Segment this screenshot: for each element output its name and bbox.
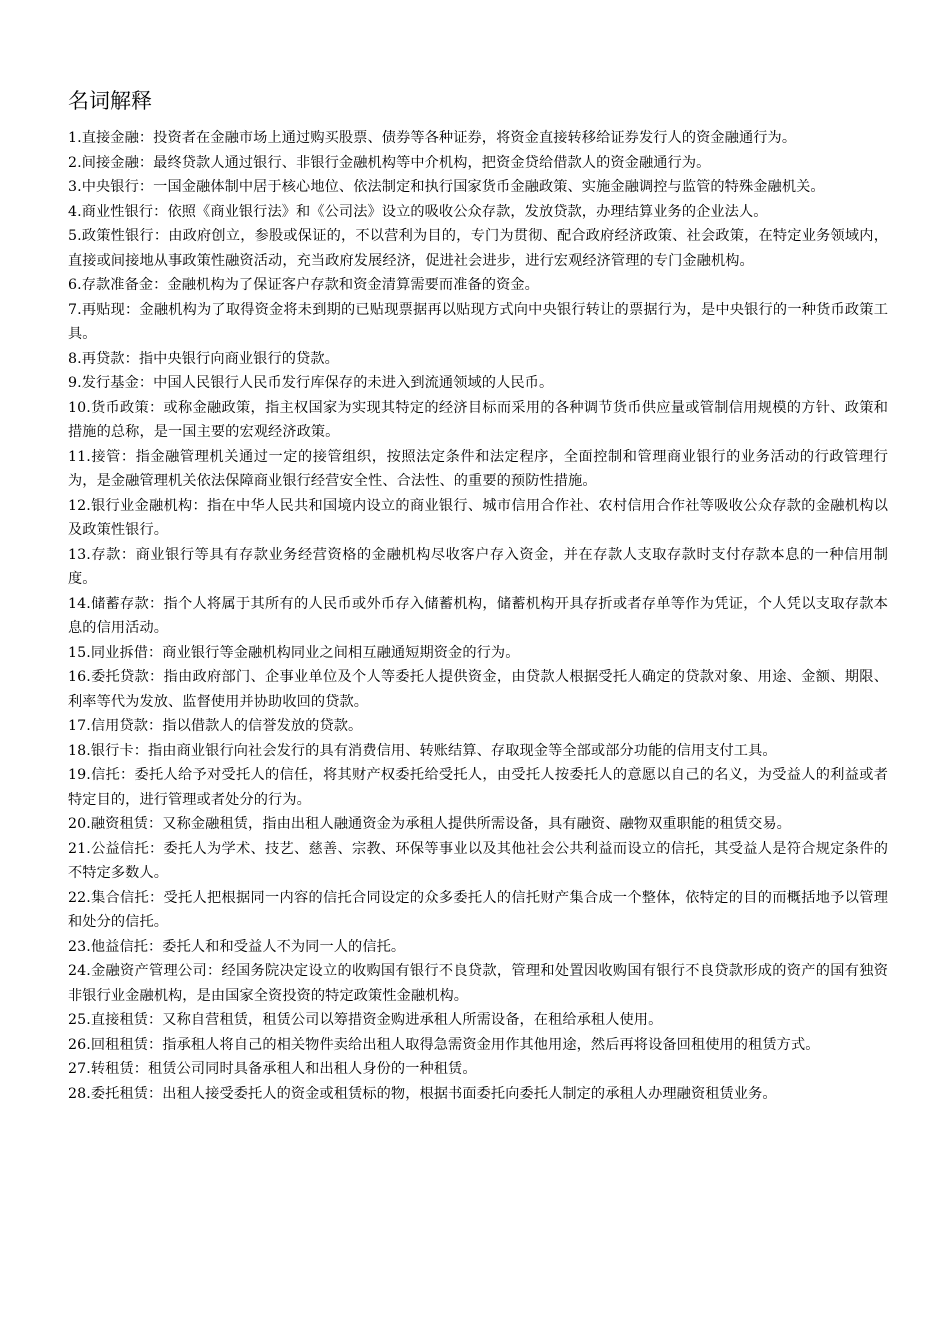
definition-list (68, 126, 888, 1106)
definition-entry: 24.金融资产管理公司：经国务院决定设立的收购国有银行不良贷款，管理和处置因收购国有银行不良贷款形成的资产的国有独资非银行业金融机构，是由国家全资投资的特定政策性金融机构。 (68, 963, 888, 1004)
definition-entry: 26.回租租赁：指承租人将自己的相关物件卖给出租人取得急需资金用作其他用途，然后再将设备回租使用的租赁方式。 (68, 1036, 820, 1053)
definition-entry: 14.储蓄存款：指个人将属于其所有的人民币或外币存入储蓄机构，储蓄机构开具存折或者存单等作为凭证，个人凭以支取存款本息的信用活动。 (68, 595, 888, 636)
definition-entry: 25.直接租赁：又称自营租赁，租赁公司以筹措资金购进承租人所需设备，在租给承租人使用。 (68, 1012, 663, 1028)
definition-entry: 2.间接金融：最终贷款人通过银行、非银行金融机构等中介机构，把资金贷给借款人的资金融通行为。 (68, 154, 711, 171)
definition-entry: 22.集合信托：受托人把根据同一内容的信托合同设定的众多委托人的信托财产集合成一个整体，依特定的目的而概括地予以管理和处分的信托。 (68, 889, 888, 930)
definition-entry: 6.存款准备金：金融机构为了保证客户存款和资金清算需要而准备的资金。 (68, 277, 539, 293)
definition-entry: 19.信托：委托人给予对受托人的信任，将其财产权委托给受托人，由受托人按委托人的意愿以自己的名义，为受益人的利益或者特定目的，进行管理或者处分的行为。 (68, 767, 888, 808)
definition-entry: 7.再贴现：金融机构为了取得资金将未到期的已贴现票据再以贴现方式向中央银行转让的票据行为，是中央银行的一种货币政策工具。 (68, 301, 888, 342)
definition-entry: 9.发行基金：中国人民银行人民币发行库保存的未进入到流通领域的人民币。 (68, 375, 554, 391)
definition-entry: 18.银行卡：指由商业银行向社会发行的具有消费信用、转账结算、存取现金等全部或部分功能的信用支付工具。 (68, 742, 777, 759)
definition-entry: 11.接管：指金融管理机关通过一定的接管组织，按照法定条件和法定程序，全面控制和管理商业银行的业务活动的行政管理行为，是金融管理机关依法保障商业银行经营安全性、合法性、的重要的预防性措施。 (68, 448, 888, 489)
document-title: 名词解释 (68, 89, 152, 113)
definition-entry: 15.同业拆借：商业银行等金融机构同业之间相互融通短期资金的行为。 (68, 644, 520, 661)
definition-entry: 28.委托租赁：出租人接受委托人的资金或租赁标的物，根据书面委托向委托人制定的承租人办理融资租赁业务。 (68, 1085, 777, 1102)
definition-entry: 23.他益信托：委托人和和受益人不为同一人的信托。 (68, 938, 406, 955)
definition-entry: 20.融资租赁：又称金融租赁，指由出租人融通资金为承租人提供所需设备，具有融资、融物双重职能的租赁交易。 (68, 816, 791, 832)
definition-entry: 5.政策性银行：由政府创立，参股或保证的，不以营利为目的，专门为贯彻、配合政府经济政策、社会政策，在特定业务领域内，直接或间接地从事政策性融资活动，充当政府发展经济，促进社会进步，进行宏观经济管理的专门金融机构。 (68, 228, 888, 269)
definition-entry: 21.公益信托：委托人为学术、技艺、慈善、宗教、环保等事业以及其他社会公共利益而设立的信托，其受益人是符合规定条件的不特定多数人。 (68, 840, 888, 881)
definition-entry: 1.直接金融：投资者在金融市场上通过购买股票、债券等各种证券，将资金直接转移给证券发行人的资金融通行为。 (68, 130, 797, 146)
definition-entry: 12.银行业金融机构：指在中华人民共和国境内设立的商业银行、城市信用合作社、农村信用合作社等吸收公众存款的金融机构以及政策性银行。 (68, 497, 888, 538)
document-page (68, 86, 888, 1106)
definition-entry: 8.再贷款：指中央银行向商业银行的贷款。 (68, 350, 339, 367)
definition-entry: 10.货币政策：或称金融政策，指主权国家为实现其特定的经济目标而采用的各种调节货币供应量或管制信用规模的方针、政策和措施的总称，是一国主要的宏观经济政策。 (68, 399, 888, 440)
definition-entry: 13.存款：商业银行等具有存款业务经营资格的金融机构尽收客户存入资金，并在存款人支取存款时支付存款本息的一种信用制度。 (68, 546, 888, 587)
definition-entry: 3.中央银行：一国金融体制中居于核心地位、依法制定和执行国家货币金融政策、实施金融调控与监管的特殊金融机关。 (68, 179, 825, 195)
definition-entry: 27.转租赁：租赁公司同时具备承租人和出租人身份的一种租赁。 (68, 1061, 477, 1077)
definition-entry: 4.商业性银行：依照《商业银行法》和《公司法》设立的吸收公众存款，发放贷款，办理结算业务的企业法人。 (68, 203, 768, 220)
definition-entry: 17.信用贷款：指以借款人的信誉发放的贷款。 (68, 718, 363, 734)
definition-entry: 16.委托贷款：指由政府部门、企事业单位及个人等委托人提供资金，由贷款人根据受托人确定的贷款对象、用途、金额、期限、利率等代为发放、监督使用并协助收回的贷款。 (68, 669, 888, 710)
